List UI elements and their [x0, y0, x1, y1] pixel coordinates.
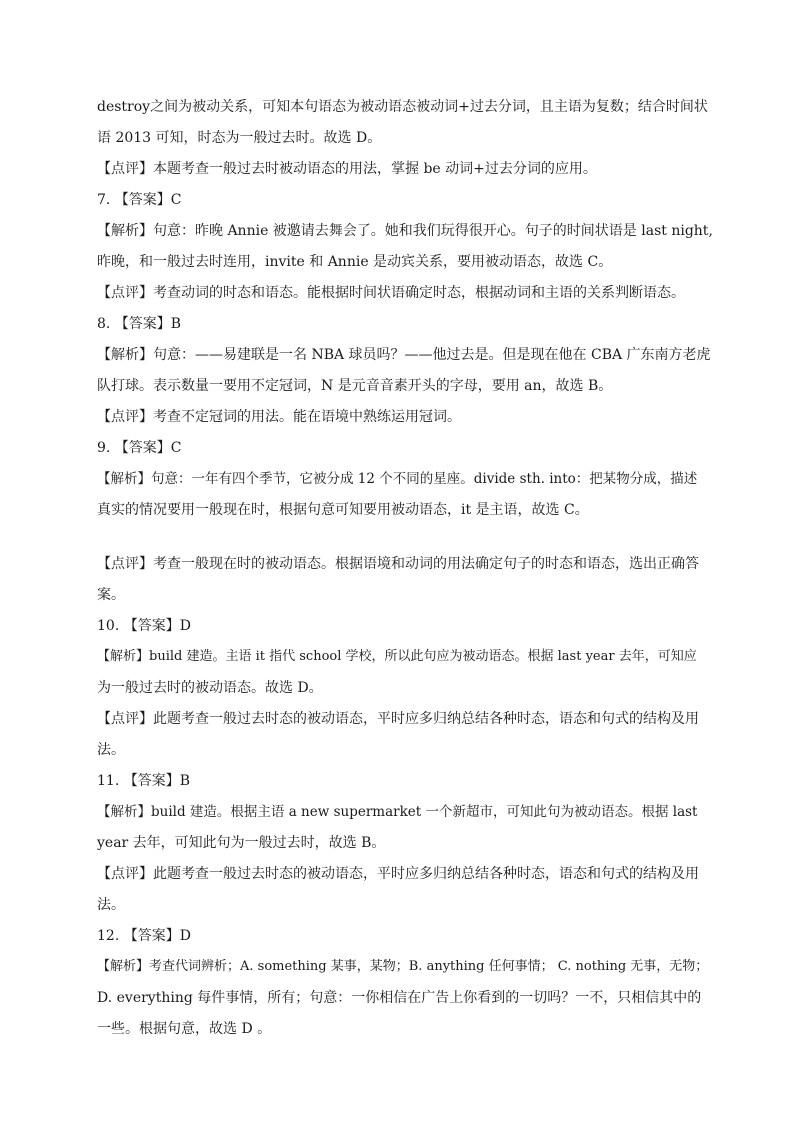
text-line: 【点评】此题考查一般过去时态的被动语态，平时应多归纳总结各种时态，语态和句式的结构及用 [97, 866, 699, 882]
text-line: 【点评】考查不定冠词的用法。能在语境中熟练运用冠词。 [97, 409, 461, 425]
text-line: 法。 [97, 897, 125, 913]
text-line: 队打球。表示数量一要用不定冠词，N 是元音音素开头的字母，要用 an，故选 B。 [97, 378, 613, 394]
answer-heading: 12. 【答案】D [97, 928, 191, 944]
text-line: 【点评】考查动词的时态和语态。能根据时间状语确定时态，根据动词和主语的关系判断语态。 [97, 285, 685, 301]
text-line: 【解析】句意：——易建联是一名 NBA 球员吗？——他过去是。但是现在他在 CBA 广东南方老虎 [97, 347, 711, 363]
text-line: D. everything 每件事情，所有；句意：一你相信在广告上你看到的一切吗？一不，只相信其中的 [97, 990, 702, 1006]
text-line: 昨晚，和一般过去时连用，invite 和 Annie 是动宾关系，要用被动语态，故选 C。 [97, 254, 613, 270]
text-line: 【解析】build 建造。根据主语 a new supermarket 一个新超市，可知此句为被动语态。根据 last [97, 804, 698, 820]
text-line: year 去年，可知此句为一般过去时，故选 B。 [97, 835, 386, 851]
text-line: 【解析】build 建造。主语 it 指代 school 学校，所以此句应为被动语态。根据 last year 去年，可知应 [97, 649, 697, 664]
text-line: 一些。根据句意，故选 D 。 [97, 1021, 272, 1037]
text-line: 【点评】考查一般现在时的被动语态。根据语境和动词的用法确定句子的时态和语态，选出正确答 [97, 556, 699, 572]
text-line: 【点评】本题考查一般过去时被动语态的用法，掌握 be 动词+过去分词的应用。 [97, 161, 597, 177]
answer-heading: 9. 【答案】C [97, 440, 182, 456]
text-line: 案。 [97, 587, 125, 603]
text-line: 【解析】考查代词辨析；A. something 某事，某物；B. anything 任何事情； C. nothing 无事，无物； [97, 959, 709, 974]
answer-heading: 7. 【答案】C [97, 192, 182, 208]
text-line: 【点评】此题考查一般过去时态的被动语态，平时应多归纳总结各种时态，语态和句式的结构及用 [97, 711, 699, 727]
answer-heading: 10. 【答案】D [97, 618, 191, 634]
text-line: 【解析】句意：一年有四个季节，它被分成 12 个不同的星座。divide sth. into：把某物分成，描述 [97, 471, 698, 487]
answer-heading: 11. 【答案】B [97, 773, 191, 789]
text-line: 【解析】句意：昨晚 Annie 被邀请去舞会了。她和我们玩得很开心。句子的时间状语是 last night, [97, 223, 713, 239]
text-line: 语 2013 可知，时态为一般过去时。故选 D。 [97, 130, 382, 146]
answer-heading: 8. 【答案】B [97, 316, 182, 332]
text-line: 真实的情况要用一般现在时，根据句意可知要用被动语态，it 是主语，故选 C。 [97, 502, 589, 518]
text-line: 为一般过去时的被动语态。故选 D。 [97, 680, 323, 696]
text-line: 法。 [97, 742, 125, 758]
text-line: destroy之间为被动关系，可知本句语态为被动语态被动词+过去分词，且主语为复数；结合时间状 [97, 99, 708, 115]
